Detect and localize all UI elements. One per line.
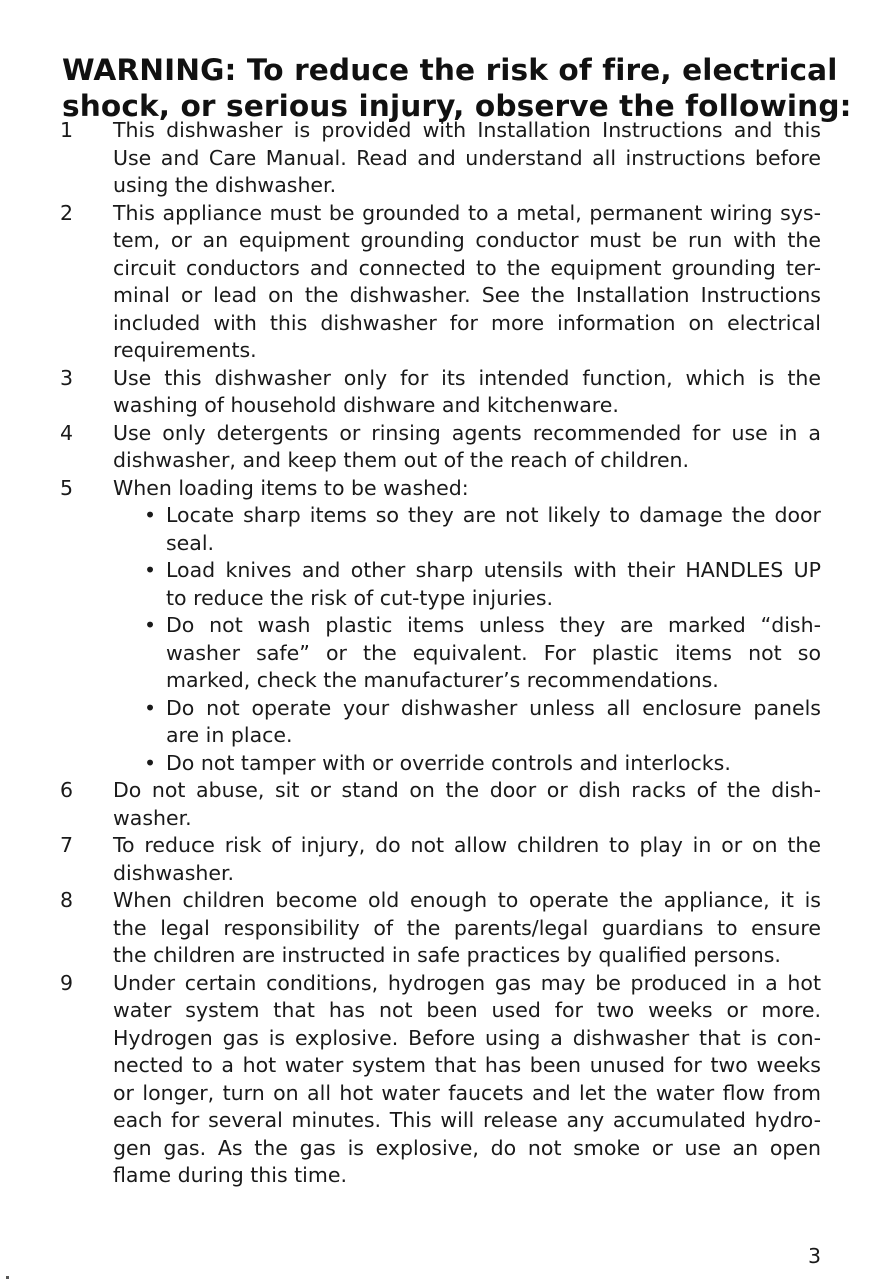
item-text-line: Under certain conditions, hydrogen gas may be produced in a hot	[113, 970, 821, 995]
item-text-line: or longer, turn on all hot water faucets and let the water flow from	[113, 1080, 821, 1105]
item-text-line: Use and Care Manual. Read and understand all instructions before	[113, 145, 821, 170]
item-number: 5	[60, 475, 74, 500]
safety-item-4	[0, 420, 881, 475]
warning-heading-line-1: WARNING: To reduce the risk of fire, electrical	[62, 53, 838, 87]
item-text-line: each for several minutes. This will release any accumulated hydro-	[113, 1108, 821, 1132]
item-number: 8	[60, 888, 74, 912]
safety-item-7	[0, 832, 881, 887]
safety-item-3	[0, 365, 881, 420]
bullet-text-line: Do not operate your dishwasher unless all enclosure panels	[166, 695, 821, 720]
bullet-text-line: washer safe” or the equivalent. For plastic items not so	[166, 640, 821, 665]
bullet-icon: •	[144, 613, 157, 637]
item-text-line: the legal responsibility of the parents/legal guardians to ensure	[113, 915, 821, 940]
item-text-line: nected to a hot water system that has been unused for two weeks	[113, 1053, 821, 1077]
page-number: 3	[808, 1244, 822, 1268]
item-text-line: flame during this time.	[113, 1163, 347, 1187]
item-text-line: tem, or an equipment grounding conductor must be run with the	[113, 228, 821, 252]
bullet-text-line: to reduce the risk of cut-type injuries.	[166, 585, 554, 610]
bullet-point	[0, 695, 881, 750]
item-text-line: washer.	[113, 805, 192, 830]
item-text-line: Do not abuse, sit or stand on the door or dish racks of the dish-	[113, 778, 821, 802]
safety-item-1	[0, 117, 881, 200]
item-text-line: water system that has not been used for two weeks or more.	[113, 998, 821, 1022]
item-text-line: circuit conductors and connected to the equipment grounding ter-	[113, 255, 821, 280]
bullet-text-line: marked, check the manufacturer’s recommendations.	[166, 668, 719, 692]
item-number: 7	[60, 833, 74, 857]
item-text-line: dishwasher.	[113, 860, 235, 885]
bullet-text-line: seal.	[166, 530, 215, 555]
bullet-text-line: Locate sharp items so they are not likely to damage the door	[166, 503, 821, 527]
item-text-line: To reduce risk of injury, do not allow children to play in or on the	[113, 833, 821, 857]
safety-instructions-list	[0, 117, 881, 1190]
item-text-line: gen gas. As the gas is explosive, do not smoke or use an open	[113, 1135, 821, 1160]
safety-item-6	[0, 777, 881, 832]
item-text-line: This dishwasher is provided with Installation Instructions and this	[113, 118, 821, 142]
bullet-text-line: Load knives and other sharp utensils with their HANDLES UP	[166, 558, 821, 582]
bullet-text-line: Do not wash plastic items unless they are marked “dish-	[166, 613, 821, 637]
item-text-line: Use only detergents or rinsing agents recommended for use in a	[113, 420, 821, 445]
bullet-icon: •	[144, 503, 157, 527]
bullet-icon: •	[144, 750, 157, 775]
item-text-line: dishwasher, and keep them out of the reach of children.	[113, 448, 690, 472]
item-number: 6	[60, 778, 74, 802]
safety-item-2	[0, 200, 881, 365]
safety-item-8	[0, 887, 881, 970]
bullet-icon: •	[144, 695, 157, 720]
item-text-line: This appliance must be grounded to a metal, permanent wiring sys-	[113, 200, 821, 225]
bullet-text-line: Do not tamper with or override controls and interlocks.	[166, 750, 731, 775]
item-text-line: included with this dishwasher for more information on electrical	[113, 310, 821, 335]
scan-mark	[6, 1276, 9, 1279]
bullet-point	[0, 750, 881, 778]
warning-heading-line-2: shock, or serious injury, observe the following:	[62, 89, 852, 123]
bullet-point	[0, 612, 881, 695]
item-text-line: requirements.	[113, 338, 257, 362]
item-number: 9	[60, 970, 74, 995]
item-number: 1	[60, 118, 74, 142]
item-number: 3	[60, 365, 74, 390]
item-number: 4	[60, 420, 74, 445]
item-text-line: Use this dishwasher only for its intended function, which is the	[113, 365, 821, 390]
item-text-line: the children are instructed in safe practices by qualified persons.	[113, 943, 781, 967]
item-text-line: When loading items to be washed:	[113, 475, 469, 500]
safety-item-5	[0, 475, 881, 778]
item-text-line: minal or lead on the dishwasher. See the Installation Instructions	[113, 283, 821, 307]
item-text-line: washing of household dishware and kitchenware.	[113, 393, 619, 417]
item-text-line: When children become old enough to operate the appliance, it is	[113, 888, 821, 912]
item-text-line: using the dishwasher.	[113, 173, 337, 197]
warning-heading	[62, 52, 852, 124]
bullet-icon: •	[144, 558, 157, 582]
item-text-line: Hydrogen gas is explosive. Before using a dishwasher that is con-	[113, 1025, 821, 1050]
bullet-text-line: are in place.	[166, 723, 293, 747]
bullet-point	[0, 502, 881, 557]
safety-item-9	[0, 970, 881, 1190]
item-number: 2	[60, 200, 74, 225]
bullet-point	[0, 557, 881, 612]
